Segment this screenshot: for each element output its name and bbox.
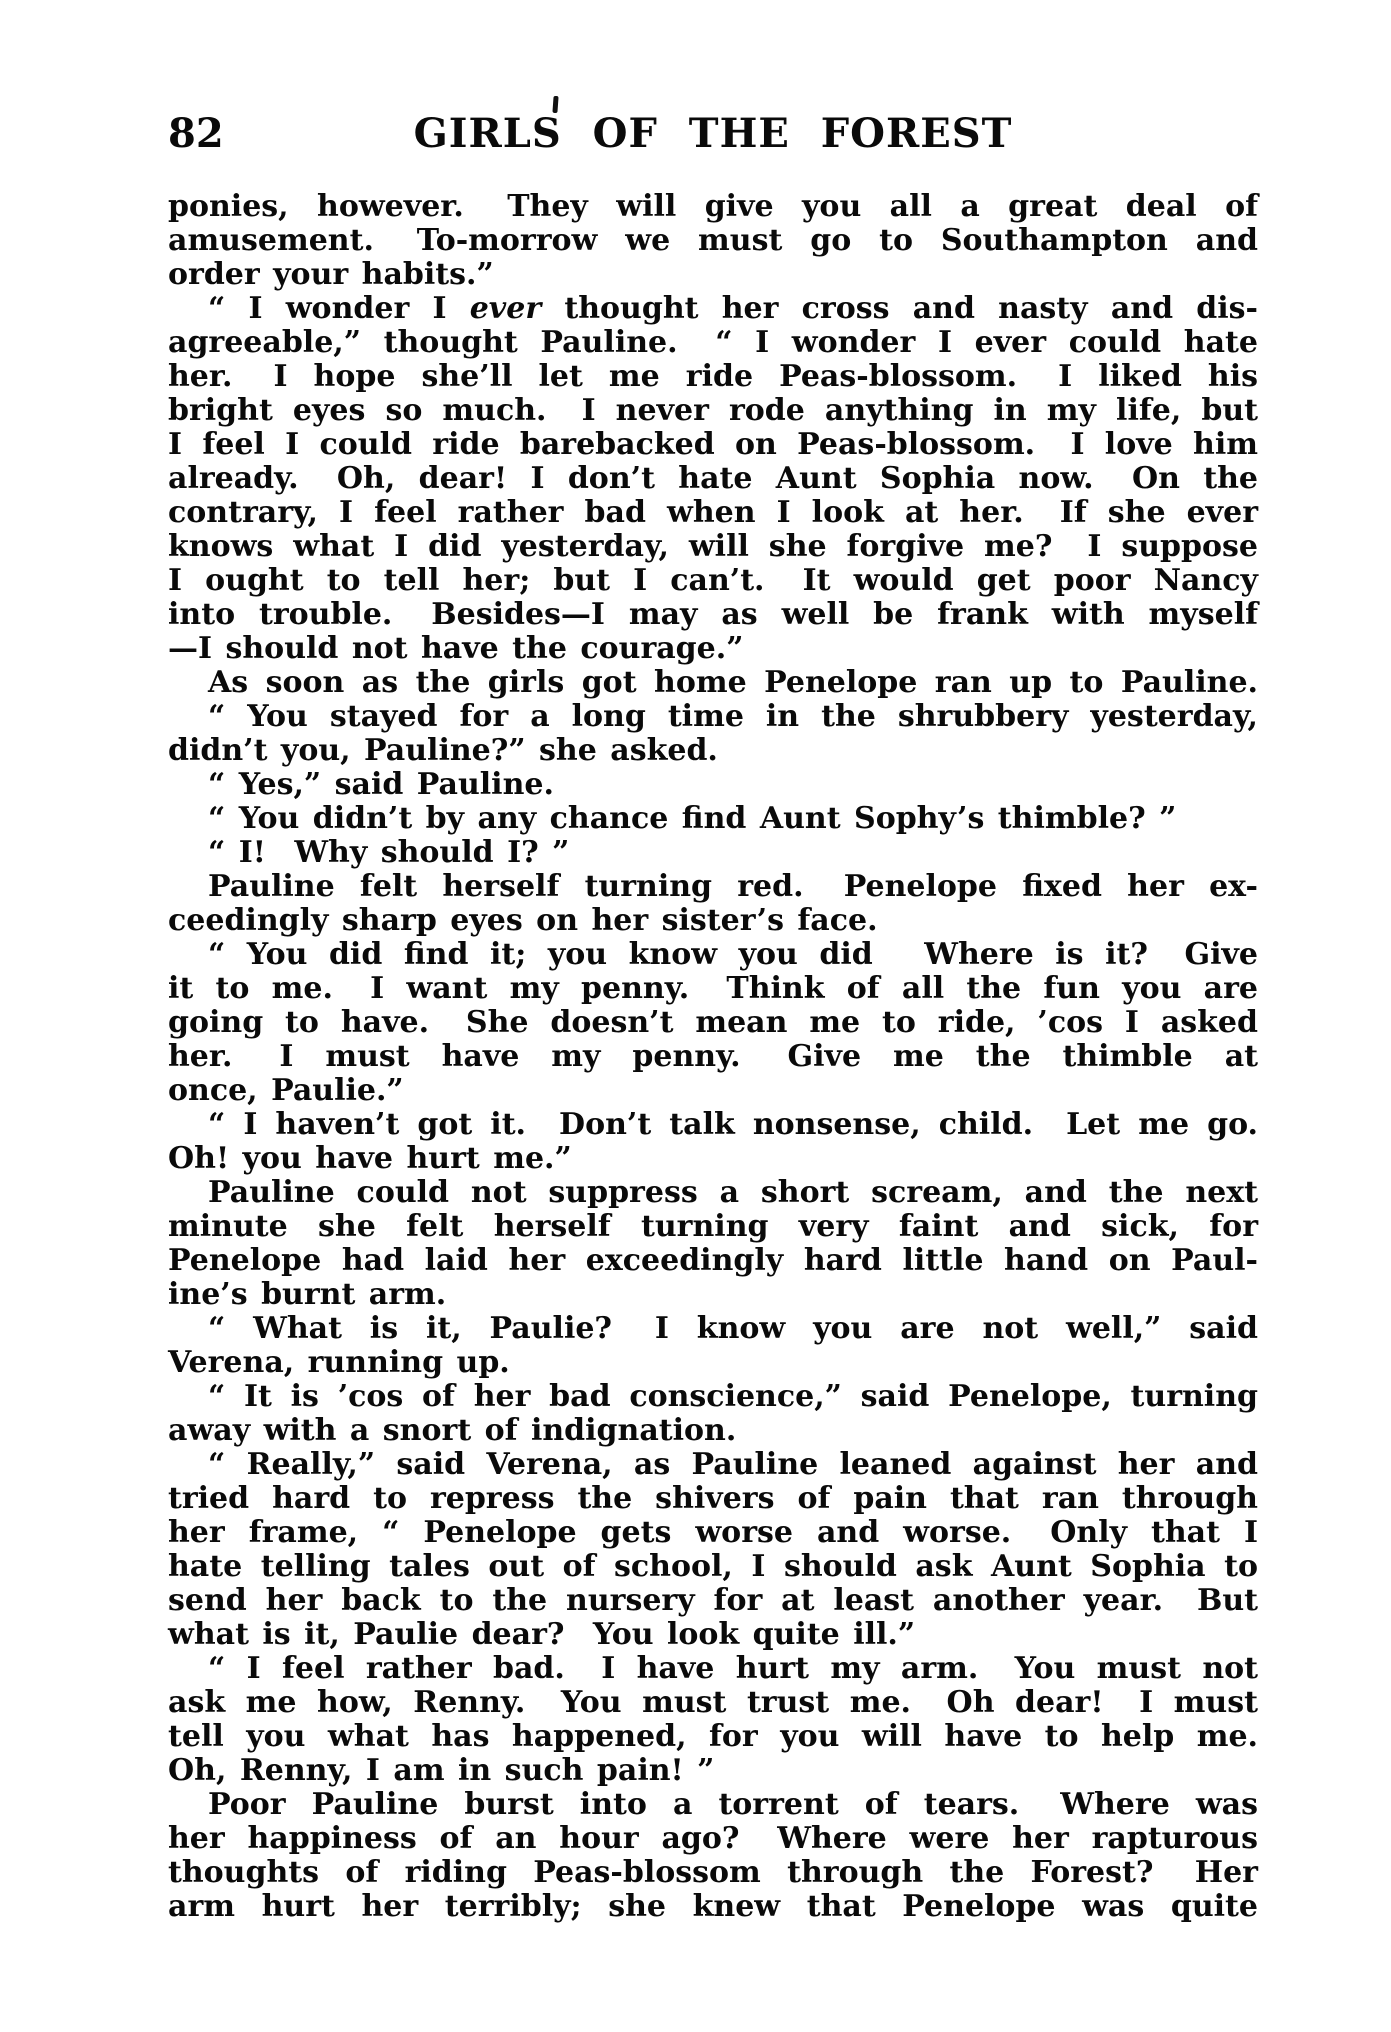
text-line: Oh! you have hurt me.” — [168, 1141, 572, 1176]
text-line: “ You didn’t by any chance find Aunt Sophy’s thimble? ” — [208, 801, 1177, 836]
text-line: into trouble. Besides—I may as well be frank with myself — [168, 597, 1258, 632]
text-line: arm hurt her terribly; she knew that Penelope was quite — [168, 1889, 1258, 1924]
text-line: I ought to tell her; but I can’t. It would get poor Nancy — [168, 563, 1258, 598]
running-header — [168, 112, 1258, 160]
text-line: “ I! Why should I? ” — [208, 835, 570, 870]
text-line: Penelope had laid her exceedingly hard little hand on Paul- — [168, 1243, 1258, 1278]
text-line: agreeable,” thought Pauline. “ I wonder I ever could hate — [168, 325, 1258, 360]
text-line: Pauline could not suppress a short scream, and the next — [208, 1175, 1258, 1210]
text-line: once, Paulie.” — [168, 1073, 404, 1108]
text-line: ponies, however. They will give you all a great deal of — [168, 189, 1258, 224]
text-line: “ Really,” said Verena, as Pauline leaned against her and — [208, 1447, 1258, 1482]
text-line: “ I feel rather bad. I have hurt my arm. You must not — [208, 1651, 1258, 1686]
text-line: I feel I could ride barebacked on Peas-blossom. I love him — [168, 427, 1258, 462]
text-line: tried hard to repress the shivers of pain that ran through — [168, 1481, 1258, 1516]
text-line: Verena, running up. — [168, 1345, 510, 1380]
text-line: it to me. I want my penny. Think of all the fun you are — [168, 971, 1258, 1006]
text-line: “ You did find it; you know you did Where is it? Give — [208, 937, 1258, 972]
page-number: 82 — [168, 110, 224, 157]
body-text — [168, 190, 1258, 1924]
text-line: away with a snort of indignation. — [168, 1413, 737, 1448]
text-line: her frame, “ Penelope gets worse and worse. Only that I — [168, 1515, 1258, 1550]
text-line: order your habits.” — [168, 257, 494, 292]
text-line: “ I haven’t got it. Don’t talk nonsense, child. Let me go. — [208, 1107, 1258, 1142]
text-line: going to have. She doesn’t mean me to ride, ’cos I asked — [168, 1005, 1258, 1040]
running-title: GIRLS OF THE FOREST — [413, 110, 1013, 157]
text-line: Pauline felt herself turning red. Penelope fixed her ex- — [208, 869, 1258, 904]
text-line: contrary, I feel rather bad when I look at her. If she ever — [168, 495, 1258, 530]
text-line: what is it, Paulie dear? You look quite ill.” — [168, 1617, 916, 1652]
text-line: hate telling tales out of school, I should ask Aunt Sophia to — [168, 1549, 1258, 1584]
text-line: her happiness of an hour ago? Where were her rapturous — [168, 1821, 1258, 1856]
text-line: Oh, Renny, I am in such pain! ” — [168, 1753, 715, 1788]
text-line: already. Oh, dear! I don’t hate Aunt Sophia now. On the — [168, 461, 1258, 496]
text-line: “ What is it, Paulie? I know you are not well,” said — [208, 1311, 1258, 1346]
text-line: send her back to the nursery for at least another year. But — [168, 1583, 1258, 1618]
text-line: ceedingly sharp eyes on her sister’s face. — [168, 903, 878, 938]
text-line: As soon as the girls got home Penelope ran up to Pauline. — [208, 665, 1258, 700]
text-line: ask me how, Renny. You must trust me. Oh dear! I must — [168, 1685, 1258, 1720]
text-line: Poor Pauline burst into a torrent of tears. Where was — [208, 1787, 1258, 1822]
text-line: ine’s burnt arm. — [168, 1277, 447, 1312]
text-line: amusement. To-morrow we must go to Southampton and — [168, 223, 1258, 258]
text-line: didn’t you, Pauline?” she asked. — [168, 733, 718, 768]
text-line: “ Yes,” said Pauline. — [208, 767, 554, 802]
text-line: —I should not have the courage.” — [168, 631, 744, 666]
text-line: her. I hope she’ll let me ride Peas-blossom. I liked his — [168, 359, 1258, 394]
text-line: thoughts of riding Peas-blossom through the Forest? Her — [168, 1855, 1258, 1890]
text-line: her. I must have my penny. Give me the thimble at — [168, 1039, 1258, 1074]
text-line: “ You stayed for a long time in the shrubbery yesterday, — [208, 699, 1258, 734]
text-line: “ It is ’cos of her bad conscience,” said Penelope, turning — [208, 1379, 1258, 1414]
text-line: tell you what has happened, for you will have to help me. — [168, 1719, 1258, 1754]
text-line: “ I wonder I ever thought her cross and nasty and dis- — [208, 291, 1258, 326]
text-line: knows what I did yesterday, will she forgive me? I suppose — [168, 529, 1258, 564]
text-line: minute she felt herself turning very faint and sick, for — [168, 1209, 1258, 1244]
text-line: bright eyes so much. I never rode anything in my life, but — [168, 393, 1258, 428]
